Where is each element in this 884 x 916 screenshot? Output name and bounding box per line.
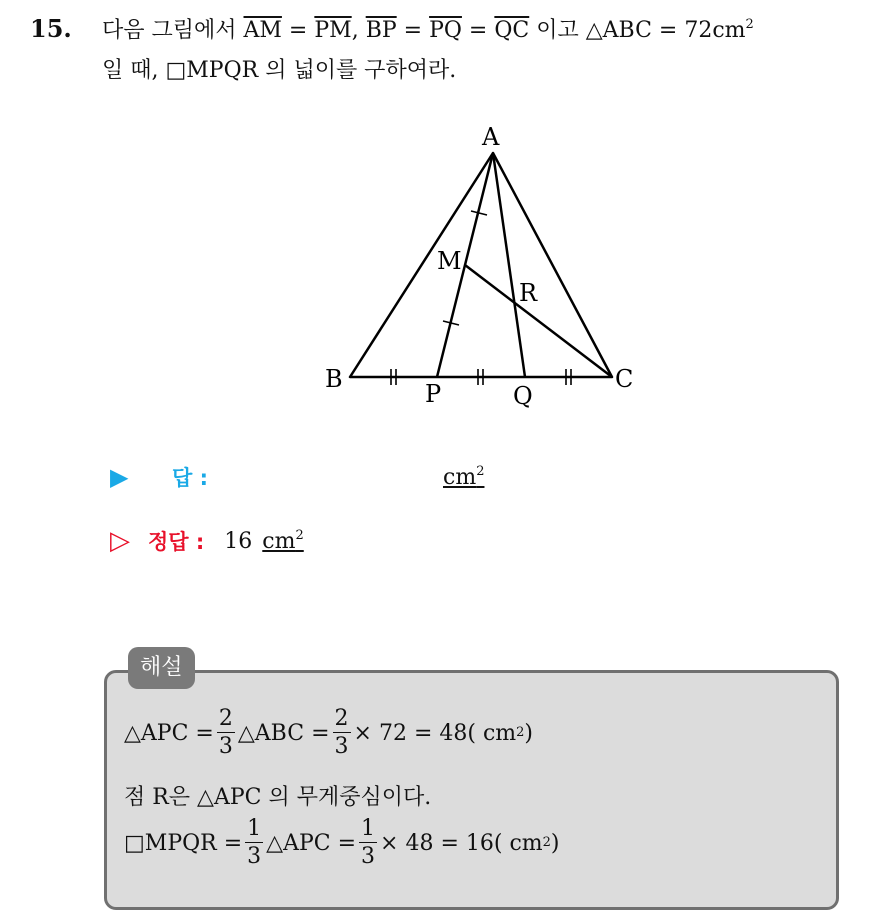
equals-sign: =: [461, 18, 495, 43]
equals-sign: =: [396, 18, 430, 43]
question-number: 15.: [30, 14, 72, 43]
solution-line-3: □MPQR = $\frac{1}{3}$ △APC = $\frac{1}{3}$ × 48 = 16( cm 2 ): [124, 816, 560, 869]
question-intro: 다음 그림에서: [102, 18, 244, 43]
fraction: $\frac{1}{3}$: [247, 816, 262, 869]
equation-mid: △ABC =: [237, 720, 330, 746]
label-m: M: [437, 247, 462, 275]
fraction: $\frac{2}{3}$: [334, 706, 349, 759]
solution-line-1: △APC = $\frac{2}{3}$ △ABC = $\frac{2}{3}$ × 72 = 48( cm 2 ): [124, 706, 533, 759]
solution-line-2: 점 R은 △APC 의 무게중심이다.: [124, 785, 432, 810]
equation-mid: △APC =: [266, 830, 357, 856]
question-line-2: 일 때, □MPQR 의 넓이를 구하여라.: [102, 58, 457, 83]
answer-marker-icon: ▶: [110, 463, 129, 491]
equation-lhs: □MPQR =: [124, 830, 243, 856]
answer-unit: $cm^2$: [443, 463, 485, 490]
label-q: Q: [513, 382, 533, 410]
segment-aq: [493, 153, 525, 377]
fraction: $\frac{1}{3}$: [361, 816, 376, 869]
comma: ,: [351, 18, 366, 43]
segment-bp: $\overline{BP}$: [365, 18, 397, 43]
close-paren: ): [524, 720, 533, 746]
segment-pm: $\overline{PM}$: [314, 18, 352, 43]
label-r: R: [519, 279, 538, 307]
tick-marks: [391, 211, 571, 385]
segment-qc: $\overline{QC}$: [494, 18, 530, 43]
solution-tab: 해설: [128, 647, 195, 689]
label-p: P: [425, 380, 442, 408]
segment-am: $\overline{AM}$: [243, 18, 282, 43]
equation-rhs: × 72 = 48( cm: [353, 720, 517, 746]
question-line-1: [30, 14, 754, 46]
answer-label: 답 :: [172, 466, 208, 490]
label-c: C: [615, 365, 634, 393]
triangle-abc: [350, 153, 612, 377]
answer-row: [110, 462, 484, 492]
correct-unit: $cm^2$: [262, 527, 304, 554]
label-a: A: [482, 123, 500, 151]
segment-mc: [465, 265, 612, 377]
segment-pq: $\overline{PQ}$: [429, 18, 462, 43]
correct-label: 정답 :: [148, 530, 205, 554]
close-paren: ): [550, 830, 560, 856]
question-condition: 이고 △ABC = 72cm: [529, 18, 746, 43]
correct-marker-icon: ▷: [110, 526, 130, 556]
correct-value: 16: [224, 528, 253, 554]
equals-sign: =: [281, 18, 315, 43]
triangle-figure: [300, 115, 660, 415]
equation-lhs: △APC =: [124, 720, 214, 746]
equation-rhs: × 48 = 16( cm: [380, 830, 543, 856]
superscript: 2: [745, 17, 754, 32]
correct-answer-row: [110, 526, 304, 556]
label-b: B: [325, 365, 343, 393]
fraction: $\frac{2}{3}$: [218, 706, 233, 759]
